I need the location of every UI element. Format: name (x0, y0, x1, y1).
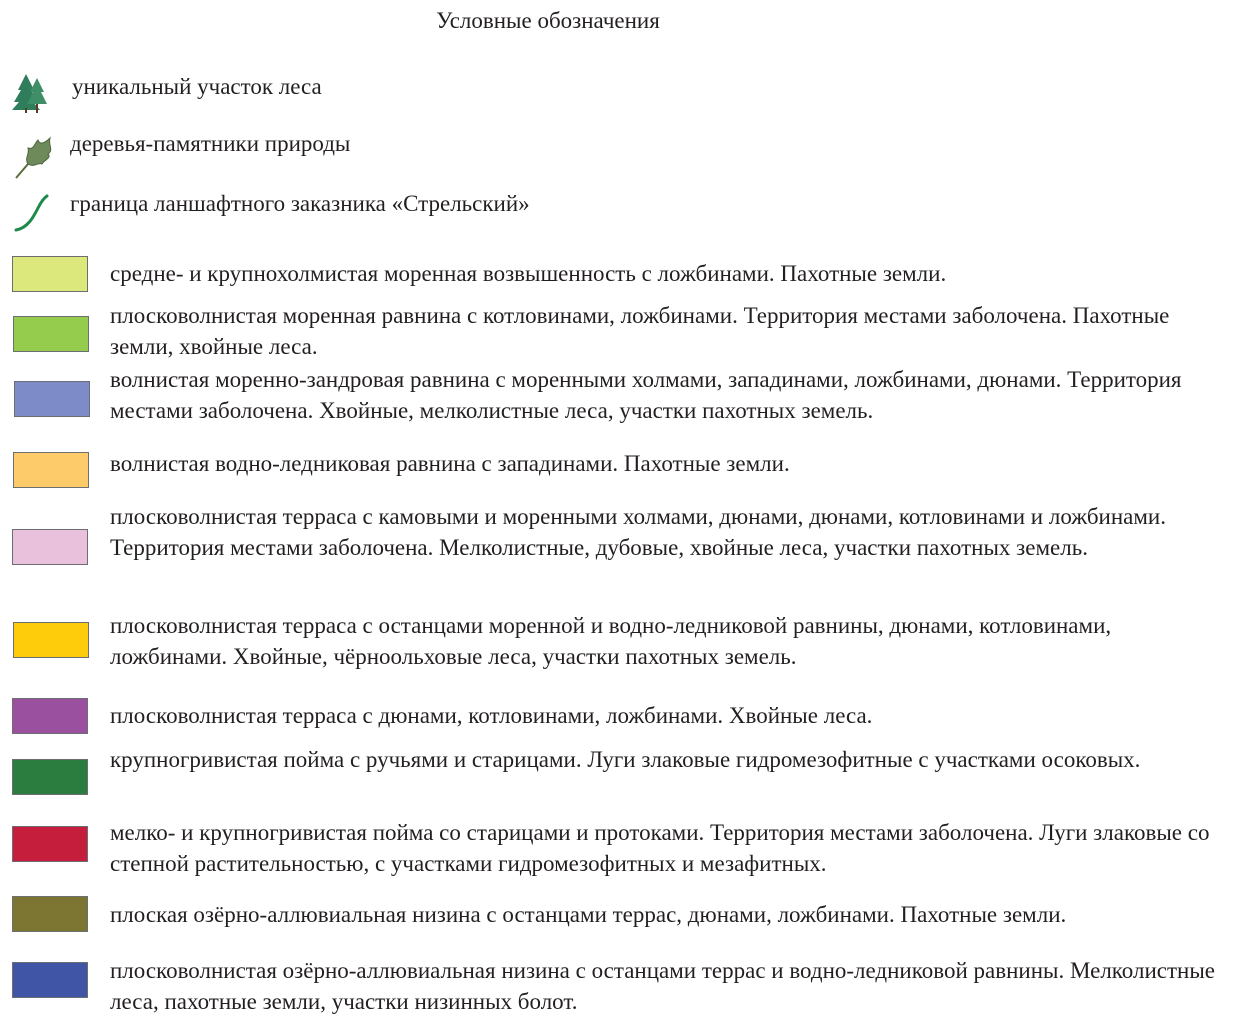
legend-text: плосковолнистая терраса с дюнами, котловинами, ложбинами. Хвойные леса. (110, 703, 873, 728)
legend-swatch (12, 529, 88, 565)
symbol-label-forest: уникальный участок леса (72, 74, 322, 99)
legend-swatch (12, 698, 88, 734)
legend-text: средне- и крупнохолмистая моренная возвышенность с ложбинами. Пахотные земли. (110, 261, 947, 286)
legend-swatch (12, 826, 88, 862)
symbol-label-boundary: граница ланшафтного заказника «Стрельский» (70, 191, 530, 216)
boundary-line-icon (14, 194, 50, 239)
legend-text: волнистая водно-ледниковая равнина с западинами. Пахотные земли. (110, 451, 790, 476)
legend-text: плосковолнистая озёрно-аллювиальная низина с останцами террас и водно-ледниковой равнины. Мелколистные леса, пахотные земли, участки низинных болот. (110, 958, 1216, 1014)
oak-leaf-icon (12, 132, 56, 185)
legend-text: плосковолнистая терраса с камовыми и моренными холмами, дюнами, дюнами, котловинами и ложбинами. Территория местами заболочена. Мелколистные, дубовые, хвойные леса, участки пахотных земель. (110, 504, 1166, 560)
legend-swatch (13, 452, 89, 488)
legend-swatch (14, 381, 90, 417)
legend-text: мелко- и крупногривистая пойма со старицами и протоками. Территория местами заболочена. Луги злаковые со степной растительностью, с участками гидромезофитных и мезафитных. (110, 820, 1210, 876)
legend-swatch (12, 759, 88, 795)
symbol-label-trees: деревья-памятники природы (70, 131, 351, 156)
legend-swatch (13, 316, 89, 352)
legend-text: плосковолнистая терраса с останцами моренной и водно-ледниковой равнины, дюнами, котловинами, ложбинами. Хвойные, чёрноольховые леса, участки пахотных земель. (110, 613, 1112, 669)
conifer-tree-icon (10, 72, 54, 119)
legend-swatch (12, 896, 88, 932)
legend-text: плоская озёрно-аллювиальная низина с останцами террас, дюнами, ложбинами. Пахотные земли. (110, 902, 1067, 927)
legend-swatch (12, 256, 88, 292)
legend-swatch (13, 622, 89, 658)
legend-text: плосковолнистая моренная равнина с котловинами, ложбинами. Территория местами заболочена. Пахотные земли, хвойные леса. (110, 303, 1170, 359)
legend-text: крупногривистая пойма с ручьями и старицами. Луги злаковые гидромезофитные с участками осоковых. (110, 747, 1141, 772)
legend-swatch (12, 962, 88, 998)
legend-text: волнистая моренно-зандровая равнина с моренными холмами, западинами, ложбинами, дюнами. Территория местами заболочена. Хвойные, мелколистные леса, участки пахотных земель. (110, 367, 1182, 423)
legend-title: Условные обозначения (436, 8, 660, 33)
